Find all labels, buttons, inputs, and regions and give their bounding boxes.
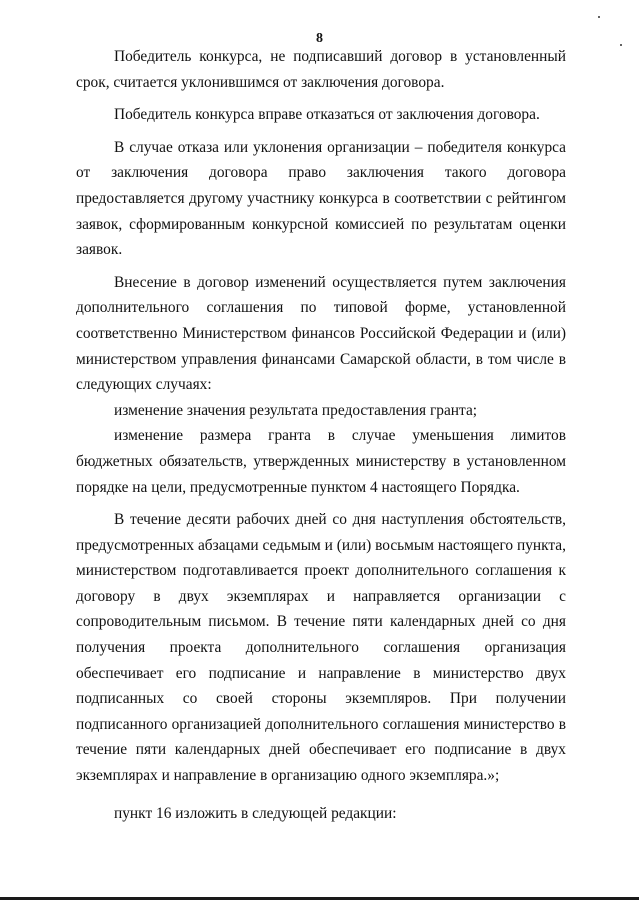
- paragraph-5: изменение значения результата предоставления гранта;: [114, 401, 478, 419]
- paragraph-8: пункт 16 изложить в следующей редакции:: [114, 804, 397, 822]
- paragraph-7: В течение десяти рабочих дней со дня наступления обстоятельств, предусмотренных абзацами седьмым и (или) восьмым настоящего пункта, министерством подготавливается проект дополнительного соглашения к договору в двух экземплярах и направляется организации с сопроводительным письмом. В течение пяти календарных дней со дня получения проекта дополнительного соглашения организация обеспечивает его подписание и направление в министерство двух подписанных со своей стороны экземпляров. При получении подписанного организацией дополнительного соглашения министерство в течение пяти календарных дней обеспечивает его подписание в двух экземплярах и направление в организацию одного экземпляра.»;: [76, 511, 566, 785]
- paragraph-6: изменение размера гранта в случае уменьшения лимитов бюджетных обязательств, утвержденных министерству в установленном порядке на цели, предусмотренные пунктом 4 настоящего Порядка.: [76, 427, 566, 496]
- scan-edge-line: [0, 897, 639, 900]
- scan-speck: [620, 44, 622, 46]
- paragraph-2: Победитель конкурса вправе отказаться от заключения договора.: [114, 106, 540, 124]
- paragraph-4: Внесение в договор изменений осуществляется путем заключения дополнительного соглашения по типовой форме, установленной соответственно Министерством финансов Российской Федерации и (или) министерством управления финансами Самарской области, в том числе в следующих случаях:: [76, 273, 566, 394]
- document-body: [76, 44, 566, 826]
- scan-speck: [598, 16, 600, 18]
- page-number: 8: [316, 31, 323, 46]
- paragraph-1: Победитель конкурса, не подписавший договор в установленный срок, считается уклонившимся от заключения договора.: [76, 48, 566, 91]
- paragraph-3: В случае отказа или уклонения организации – победителя конкурса от заключения договора право заключения такого договора предоставляется другому участнику конкурса в соответствии с рейтингом заявок, сформированным конкурсной комиссией по результатам оценки заявок.: [76, 138, 566, 259]
